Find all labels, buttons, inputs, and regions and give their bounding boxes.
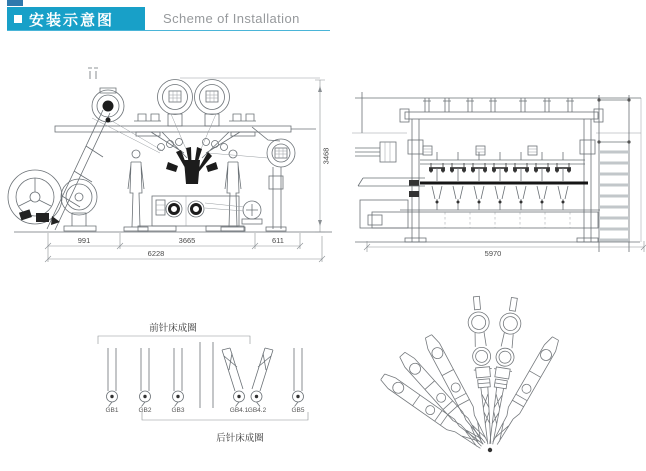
back-needle-bed-label: 后针床成圈 — [216, 433, 264, 444]
dim-991-label: 991 — [77, 236, 91, 245]
lever-fan-diagram — [379, 296, 561, 453]
guide-bar-diagram — [98, 322, 308, 444]
section-title-zh: 安装示意图 — [29, 11, 115, 29]
dim-3665-label: 3665 — [178, 236, 196, 245]
gb5-label: GB5 — [291, 407, 305, 414]
gb4-2-label: GB4.2 — [247, 407, 267, 414]
back-needle-bed-bracket — [142, 412, 308, 420]
front-needle-bed-label: 前针床成圈 — [149, 323, 197, 334]
gb4-1-label: GB4.1 — [229, 407, 249, 414]
dim-5970-label: 5970 — [484, 249, 502, 258]
front-needle-bed-bracket — [98, 336, 250, 344]
gb2-label: GB2 — [138, 407, 152, 414]
section-title-en: Scheme of Installation — [163, 11, 300, 26]
fan-pivot — [488, 448, 492, 452]
side-view-drawing — [8, 68, 332, 262]
dim-6228-label: 6228 — [147, 249, 165, 258]
dim-3468-label: 3468 — [321, 147, 331, 165]
gb3-label: GB3 — [171, 407, 185, 414]
front-view-dimension-lines — [364, 241, 646, 252]
front-view-drawing — [352, 92, 646, 258]
gb1-label: GB1 — [105, 407, 119, 414]
dim-611-label: 611 — [272, 236, 284, 245]
